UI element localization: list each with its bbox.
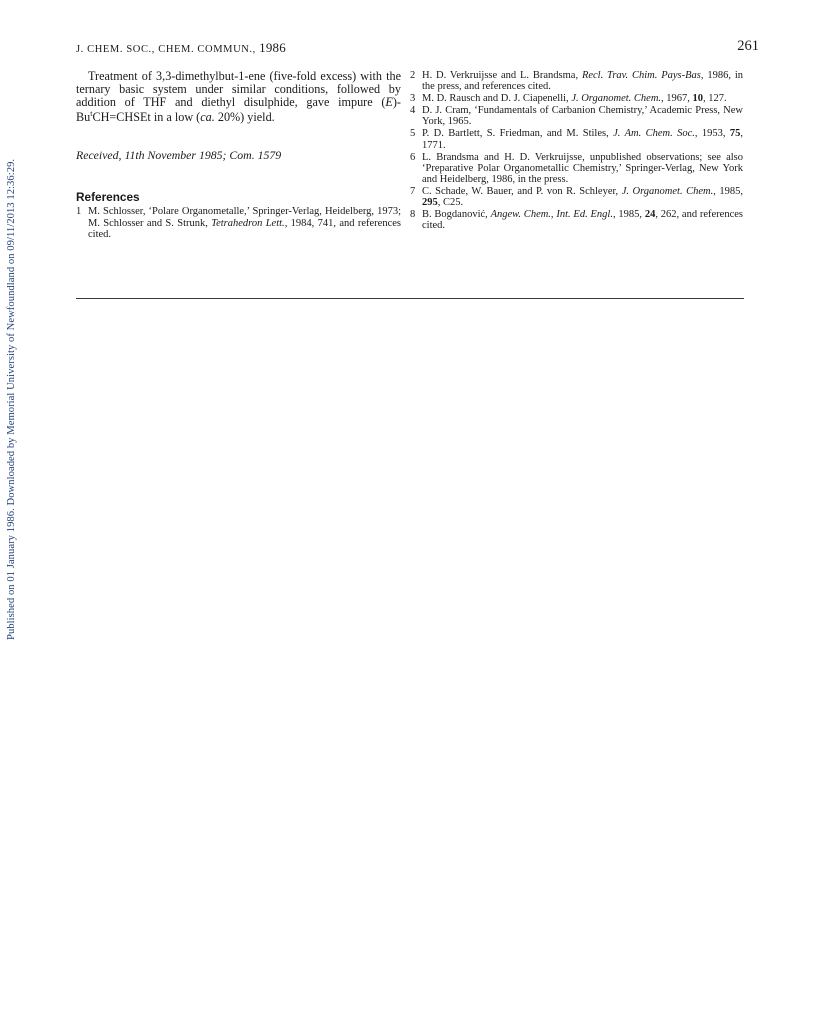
reference-text: C. Schade, W. Bauer, and P. von R. Schleyer,	[422, 185, 622, 197]
reference-text: , 1986, in the press, and references cited.	[422, 70, 743, 93]
reference-journal: J. Organomet. Chem.	[621, 185, 714, 197]
reference-number: 5	[410, 128, 416, 140]
reference-number: 7	[410, 185, 416, 197]
reference-text: M. Schlosser, ‘Polare Organometalle,’ Springer-Verlag, Heidelberg, 1973; M. Schlosser and S. Strunk,	[88, 206, 401, 229]
reference-text: , 1953,	[694, 128, 730, 140]
reference-number: 6	[410, 151, 416, 163]
reference-item	[410, 70, 743, 92]
reference-number: 8	[410, 209, 416, 221]
reference-text: , 1985,	[612, 209, 645, 221]
reference-text: H. D. Verkruijsse and L. Brandsma,	[422, 70, 582, 81]
right-column	[410, 70, 743, 232]
end-rule	[76, 298, 744, 299]
reference-journal: Angew. Chem., Int. Ed. Engl.	[490, 209, 613, 221]
reference-item	[410, 128, 743, 150]
reference-number: 4	[410, 105, 416, 117]
body-superscript: t	[90, 109, 93, 119]
left-column	[76, 70, 401, 241]
reference-number: 2	[410, 70, 416, 81]
reference-text: L. Brandsma and H. D. Verkruijsse, unpublished observations; see also ‘Preparative Polar Organometallic Chemistry,’ Springer-Verlag, New York and Heidelberg, 1986, in the press.	[422, 151, 743, 185]
reference-text: , C25.	[437, 197, 464, 209]
reference-item	[76, 206, 401, 239]
reference-item	[410, 93, 743, 104]
reference-text: P. D. Bartlett, S. Friedman, and M. Stiles,	[422, 128, 614, 140]
download-watermark-text: Published on 01 January 1986. Downloaded by Memorial University of Newfoundland on 09/11/2013 12:36:29.	[6, 158, 17, 640]
reference-text: , 1967,	[661, 93, 693, 105]
reference-journal: J. Am. Chem. Soc.	[613, 128, 695, 140]
reference-text: B. Bogdanović,	[422, 209, 491, 221]
received-line: Received, 11th November 1985; Com. 1579	[76, 148, 282, 163]
body-text: Treatment of 3,3-dimethylbut-1-ene (five-fold excess) with the ternary basic system under similar conditions, followed by addition of THF and diethyl disulphide, gave impure (	[76, 69, 401, 109]
reference-number: 1	[76, 206, 82, 218]
journal-year: 1986	[259, 40, 286, 55]
journal-name: J. CHEM. SOC., CHEM. COMMUN.,	[76, 44, 256, 55]
page-number: 261	[737, 38, 759, 54]
references-heading: References	[76, 189, 140, 204]
body-text: )-Bu	[76, 94, 401, 125]
reference-item	[410, 152, 743, 185]
reference-text: M. D. Rausch and D. J. Ciapenelli,	[422, 93, 572, 105]
reference-journal: Recl. Trav. Chim. Pays-Bas	[581, 70, 701, 81]
reference-text: , 1771.	[422, 128, 744, 151]
reference-text: D. J. Cram, ‘Fundamentals of Carbanion Chemistry,’ Academic Press, New York, 1965.	[422, 105, 743, 128]
body-italic-e: E	[385, 94, 393, 109]
reference-text: , 262, and references cited.	[422, 209, 743, 232]
reference-text: , 1984, 741, and references cited.	[88, 217, 402, 240]
reference-item	[410, 105, 743, 127]
reference-text: , 127.	[703, 93, 727, 105]
reference-volume: 24	[644, 209, 656, 221]
body-paragraph	[76, 70, 401, 124]
reference-journal: J. Organomet. Chem.	[571, 93, 662, 105]
reference-number: 3	[410, 93, 416, 105]
reference-item	[410, 209, 743, 231]
body-italic-ca: ca.	[200, 110, 215, 125]
reference-volume: 10	[692, 93, 704, 105]
running-head	[76, 40, 286, 56]
reference-item	[410, 186, 743, 208]
body-text: 20%) yield.	[214, 110, 275, 125]
reference-text: , 1985,	[713, 185, 743, 197]
reference-volume: 75	[729, 128, 741, 140]
reference-journal: Tetrahedron Lett.	[211, 217, 285, 229]
reference-volume: 295	[422, 197, 438, 209]
body-text: CH=CHSEt in a low (	[92, 110, 201, 125]
download-watermark	[4, 160, 18, 640]
